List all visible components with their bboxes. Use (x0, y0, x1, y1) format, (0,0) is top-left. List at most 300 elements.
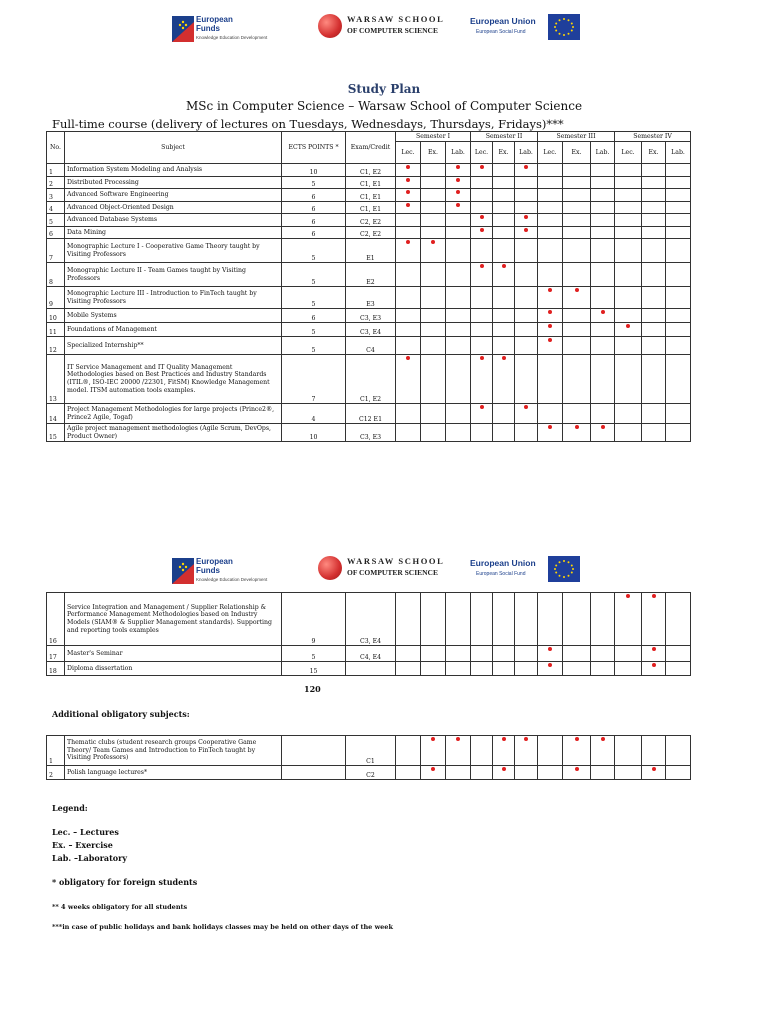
legend-title: Legend: (52, 803, 88, 813)
schedule-cell (493, 177, 515, 189)
schedule-cell (615, 646, 642, 662)
schedule-cell (396, 323, 421, 337)
schedule-cell (538, 202, 563, 214)
schedule-cell (493, 239, 515, 263)
schedule-cell (666, 177, 691, 189)
scheduled-dot-icon (524, 228, 528, 232)
table-row (47, 646, 691, 662)
schedule-cell (538, 239, 563, 263)
schedule-cell (421, 736, 446, 766)
schedule-cell (666, 404, 691, 424)
schedule-cell (471, 736, 493, 766)
scheduled-dot-icon (431, 240, 435, 244)
scheduled-dot-icon (406, 190, 410, 194)
table-row (47, 177, 691, 189)
schedule-cell (396, 404, 421, 424)
schedule-cell (515, 337, 538, 355)
scheduled-dot-icon (406, 240, 410, 244)
schedule-cell (493, 593, 515, 646)
schedule-cell (515, 263, 538, 287)
schedule-cell (563, 323, 591, 337)
schedule-cell (396, 164, 421, 177)
row-exam: C1, E1 (346, 202, 396, 214)
schedule-cell (591, 337, 615, 355)
schedule-cell (642, 227, 666, 239)
schedule-cell (396, 263, 421, 287)
row-number: 14 (47, 404, 65, 424)
schedule-cell (666, 337, 691, 355)
col-semester-4: Semester IV (615, 132, 691, 142)
row-number: 3 (47, 189, 65, 202)
schedule-cell (666, 662, 691, 676)
schedule-cell (615, 189, 642, 202)
row-subject: Data Mining (65, 227, 282, 239)
row-exam: E1 (346, 239, 396, 263)
schedule-cell (538, 355, 563, 404)
schedule-cell (515, 239, 538, 263)
row-ects: 5 (282, 337, 346, 355)
schedule-cell (421, 164, 446, 177)
schedule-cell (591, 736, 615, 766)
schedule-cell (421, 593, 446, 646)
schedule-cell (471, 337, 493, 355)
table-row (47, 736, 691, 766)
row-exam: E3 (346, 287, 396, 309)
table-row (47, 309, 691, 323)
schedule-cell (446, 239, 471, 263)
schedule-cell (421, 355, 446, 404)
schedule-cell (563, 239, 591, 263)
schedule-cell (471, 593, 493, 646)
schedule-cell (471, 227, 493, 239)
scheduled-dot-icon (601, 737, 605, 741)
schedule-cell (615, 323, 642, 337)
scheduled-dot-icon (652, 647, 656, 651)
schedule-cell (591, 766, 615, 780)
eu-line2: European Social Fund (476, 29, 526, 35)
row-number: 5 (47, 214, 65, 227)
legend-foreign-students: * obligatory for foreign students (52, 877, 198, 887)
col-sem3-ex: Ex. (563, 142, 591, 164)
schedule-cell (642, 323, 666, 337)
row-ects: 15 (282, 662, 346, 676)
schedule-cell (396, 239, 421, 263)
legend-lec: Lec. – Lectures (52, 827, 119, 837)
schedule-cell (471, 404, 493, 424)
schedule-cell (421, 239, 446, 263)
schedule-cell (642, 766, 666, 780)
schedule-cell (515, 287, 538, 309)
row-subject: Advanced Software Engineering (65, 189, 282, 202)
schedule-cell (493, 337, 515, 355)
scheduled-dot-icon (456, 165, 460, 169)
schedule-cell (515, 662, 538, 676)
schedule-cell (591, 287, 615, 309)
row-number: 2 (47, 766, 65, 780)
european-funds-logo-2 (172, 556, 282, 590)
row-subject: Specialized Internship** (65, 337, 282, 355)
schedule-cell (396, 202, 421, 214)
schedule-cell (446, 736, 471, 766)
schedule-cell (471, 214, 493, 227)
schedule-cell (563, 287, 591, 309)
schedule-cell (563, 189, 591, 202)
schedule-cell (666, 736, 691, 766)
schedule-cell (538, 227, 563, 239)
funds-line2: Funds (196, 24, 220, 33)
schedule-cell (538, 662, 563, 676)
scheduled-dot-icon (524, 165, 528, 169)
scheduled-dot-icon (548, 288, 552, 292)
schedule-cell (538, 177, 563, 189)
schedule-cell (591, 214, 615, 227)
scheduled-dot-icon (601, 310, 605, 314)
schedule-cell (666, 309, 691, 323)
schedule-cell (563, 593, 591, 646)
schedule-cell (642, 202, 666, 214)
table-row (47, 227, 691, 239)
school-emblem-icon (318, 14, 342, 38)
legend-internship: ** 4 weeks obligatory for all students (52, 903, 188, 911)
schedule-cell (515, 309, 538, 323)
ects-total: 120 (304, 684, 321, 694)
scheduled-dot-icon (406, 165, 410, 169)
school-line2: OF COMPUTER SCIENCE (347, 568, 438, 577)
schedule-cell (642, 424, 666, 442)
course-subtitle: Full-time course (delivery of lectures on Tuesdays, Wednesdays, Thursdays, Fridays)*** (52, 117, 564, 131)
study-plan-table-continued (46, 592, 691, 676)
schedule-cell (642, 287, 666, 309)
scheduled-dot-icon (548, 425, 552, 429)
row-exam: C1, E2 (346, 355, 396, 404)
schedule-cell (591, 323, 615, 337)
schedule-cell (471, 287, 493, 309)
row-number: 7 (47, 239, 65, 263)
schedule-cell (471, 309, 493, 323)
scheduled-dot-icon (406, 178, 410, 182)
row-ects: 6 (282, 189, 346, 202)
schedule-cell (666, 202, 691, 214)
schedule-cell (666, 164, 691, 177)
schedule-cell (591, 593, 615, 646)
row-exam: C2 (346, 766, 396, 780)
row-ects: 6 (282, 309, 346, 323)
row-subject: Distributed Processing (65, 177, 282, 189)
schedule-cell (615, 309, 642, 323)
schedule-cell (615, 766, 642, 780)
schedule-cell (471, 323, 493, 337)
scheduled-dot-icon (406, 356, 410, 360)
schedule-cell (538, 164, 563, 177)
row-ects: 7 (282, 355, 346, 404)
row-subject: Polish language lectures* (65, 766, 282, 780)
schedule-cell (615, 239, 642, 263)
schedule-cell (563, 214, 591, 227)
schedule-cell (493, 323, 515, 337)
schedule-cell (396, 646, 421, 662)
col-sem1-lec: Lec. (396, 142, 421, 164)
row-ects: 5 (282, 323, 346, 337)
schedule-cell (493, 189, 515, 202)
row-ects: 9 (282, 593, 346, 646)
schedule-cell (515, 177, 538, 189)
schedule-cell (446, 593, 471, 646)
scheduled-dot-icon (480, 264, 484, 268)
schedule-cell (538, 287, 563, 309)
schedule-cell (666, 214, 691, 227)
row-number: 16 (47, 593, 65, 646)
scheduled-dot-icon (502, 737, 506, 741)
scheduled-dot-icon (524, 215, 528, 219)
table-row (47, 355, 691, 404)
schedule-cell (493, 263, 515, 287)
schedule-cell (471, 177, 493, 189)
schedule-cell (642, 646, 666, 662)
funds-line1: European (196, 557, 233, 566)
schedule-cell (396, 424, 421, 442)
schedule-cell (538, 424, 563, 442)
eu-flag-icon (548, 556, 580, 582)
schedule-cell (666, 424, 691, 442)
col-semester-3: Semester III (538, 132, 615, 142)
row-subject: Advanced Object-Oriented Design (65, 202, 282, 214)
legend-ex: Ex. – Exercise (52, 840, 113, 850)
schedule-cell (666, 323, 691, 337)
schedule-cell (421, 766, 446, 780)
additional-subjects-title: Additional obligatory subjects: (52, 709, 190, 719)
schedule-cell (563, 177, 591, 189)
row-subject: Foundations of Management (65, 323, 282, 337)
schedule-cell (471, 263, 493, 287)
scheduled-dot-icon (456, 178, 460, 182)
schedule-cell (421, 662, 446, 676)
schedule-cell (563, 424, 591, 442)
row-number: 6 (47, 227, 65, 239)
schedule-cell (538, 736, 563, 766)
schedule-cell (446, 227, 471, 239)
scheduled-dot-icon (502, 356, 506, 360)
schedule-cell (591, 239, 615, 263)
table-row (47, 337, 691, 355)
schedule-cell (515, 736, 538, 766)
schedule-cell (446, 323, 471, 337)
row-number: 2 (47, 177, 65, 189)
schedule-cell (471, 646, 493, 662)
schedule-cell (666, 766, 691, 780)
col-sem1-lab: Lab. (446, 142, 471, 164)
row-ects: 10 (282, 164, 346, 177)
scheduled-dot-icon (456, 190, 460, 194)
row-subject: Monographic Lecture II - Team Games taught by Visiting Professors (65, 263, 282, 287)
row-exam: C1, E1 (346, 177, 396, 189)
schedule-cell (396, 214, 421, 227)
schedule-cell (493, 164, 515, 177)
row-ects: 5 (282, 287, 346, 309)
schedule-cell (471, 239, 493, 263)
schedule-cell (471, 164, 493, 177)
row-number: 1 (47, 736, 65, 766)
row-ects: 10 (282, 424, 346, 442)
schedule-cell (563, 355, 591, 404)
schedule-cell (515, 766, 538, 780)
schedule-cell (615, 337, 642, 355)
table-row (47, 189, 691, 202)
european-union-logo (466, 12, 586, 46)
schedule-cell (446, 309, 471, 323)
schedule-cell (591, 189, 615, 202)
schedule-cell (493, 287, 515, 309)
row-exam: C2, E2 (346, 227, 396, 239)
row-exam: C3, E4 (346, 323, 396, 337)
schedule-cell (421, 646, 446, 662)
row-subject: Monographic Lecture III - Introduction to FinTech taught by Visiting Professors (65, 287, 282, 309)
row-subject: Agile project management methodologies (Agile Scrum, DevOps, Product Owner) (65, 424, 282, 442)
schedule-cell (615, 593, 642, 646)
schedule-cell (591, 404, 615, 424)
schedule-cell (666, 189, 691, 202)
schedule-cell (446, 662, 471, 676)
table-row (47, 214, 691, 227)
schedule-cell (591, 263, 615, 287)
schedule-cell (666, 239, 691, 263)
schedule-cell (615, 736, 642, 766)
scheduled-dot-icon (480, 228, 484, 232)
scheduled-dot-icon (548, 310, 552, 314)
schedule-cell (446, 189, 471, 202)
row-exam: C12 E1 (346, 404, 396, 424)
schedule-cell (471, 355, 493, 404)
schedule-cell (396, 766, 421, 780)
col-sem2-lab: Lab. (515, 142, 538, 164)
schedule-cell (591, 177, 615, 189)
schedule-cell (421, 202, 446, 214)
table-row (47, 766, 691, 780)
row-exam: C1 (346, 736, 396, 766)
schedule-cell (642, 177, 666, 189)
schedule-cell (563, 309, 591, 323)
funds-sub: Knowledge Education Development (196, 35, 268, 40)
schedule-cell (563, 337, 591, 355)
schedule-cell (493, 736, 515, 766)
row-exam: C3, E3 (346, 309, 396, 323)
schedule-cell (446, 424, 471, 442)
schedule-cell (493, 355, 515, 404)
program-title: MSc in Computer Science – Warsaw School of Computer Science (185, 99, 583, 113)
schedule-cell (591, 355, 615, 404)
row-ects: 4 (282, 404, 346, 424)
row-exam: E2 (346, 263, 396, 287)
warsaw-school-logo (316, 12, 456, 48)
table-row (47, 662, 691, 676)
schedule-cell (396, 309, 421, 323)
header-logos-page2 (0, 550, 768, 590)
row-subject: Advanced Database Systems (65, 214, 282, 227)
scheduled-dot-icon (601, 425, 605, 429)
schedule-cell (538, 646, 563, 662)
schedule-cell (515, 593, 538, 646)
schedule-cell (666, 287, 691, 309)
schedule-cell (471, 202, 493, 214)
schedule-cell (515, 227, 538, 239)
scheduled-dot-icon (502, 767, 506, 771)
col-semester-2: Semester II (471, 132, 538, 142)
scheduled-dot-icon (406, 203, 410, 207)
scheduled-dot-icon (502, 264, 506, 268)
schedule-cell (446, 263, 471, 287)
schedule-cell (563, 662, 591, 676)
school-line1: WARSAW SCHOOL (347, 14, 445, 24)
row-ects: 6 (282, 227, 346, 239)
schedule-cell (591, 662, 615, 676)
col-sem3-lec: Lec. (538, 142, 563, 164)
scheduled-dot-icon (480, 405, 484, 409)
scheduled-dot-icon (652, 663, 656, 667)
schedule-cell (446, 214, 471, 227)
schedule-cell (591, 227, 615, 239)
scheduled-dot-icon (480, 356, 484, 360)
schedule-cell (471, 662, 493, 676)
scheduled-dot-icon (431, 767, 435, 771)
schedule-cell (666, 355, 691, 404)
col-sem4-ex: Ex. (642, 142, 666, 164)
schedule-cell (563, 164, 591, 177)
european-funds-flag-icon (172, 558, 194, 584)
row-ects: 5 (282, 239, 346, 263)
schedule-cell (471, 189, 493, 202)
eu-line2: European Social Fund (476, 571, 526, 577)
row-number: 12 (47, 337, 65, 355)
row-ects (282, 736, 346, 766)
schedule-cell (493, 214, 515, 227)
page-title: Study Plan (347, 82, 421, 96)
schedule-cell (396, 177, 421, 189)
schedule-cell (666, 263, 691, 287)
row-subject: Master's Seminar (65, 646, 282, 662)
scheduled-dot-icon (548, 338, 552, 342)
schedule-cell (538, 214, 563, 227)
scheduled-dot-icon (626, 594, 630, 598)
table-row (47, 323, 691, 337)
schedule-cell (642, 263, 666, 287)
header-logos (0, 8, 768, 48)
eu-line1: European Union (470, 558, 536, 568)
additional-subjects-table (46, 735, 691, 780)
schedule-cell (642, 355, 666, 404)
row-ects: 5 (282, 263, 346, 287)
scheduled-dot-icon (456, 737, 460, 741)
schedule-cell (563, 263, 591, 287)
schedule-cell (421, 227, 446, 239)
scheduled-dot-icon (652, 594, 656, 598)
schedule-cell (615, 662, 642, 676)
scheduled-dot-icon (548, 324, 552, 328)
european-funds-logo (172, 14, 282, 48)
schedule-cell (421, 323, 446, 337)
schedule-cell (396, 662, 421, 676)
schedule-cell (615, 227, 642, 239)
schedule-cell (421, 177, 446, 189)
row-number: 1 (47, 164, 65, 177)
row-number: 4 (47, 202, 65, 214)
schedule-cell (615, 214, 642, 227)
row-number: 10 (47, 309, 65, 323)
row-exam: C4 (346, 337, 396, 355)
school-emblem-icon (318, 556, 342, 580)
schedule-cell (538, 337, 563, 355)
legend-holidays: ***in case of public holidays and bank holidays classes may be held on other days of the week (52, 923, 393, 931)
row-ects: 6 (282, 214, 346, 227)
schedule-cell (563, 227, 591, 239)
